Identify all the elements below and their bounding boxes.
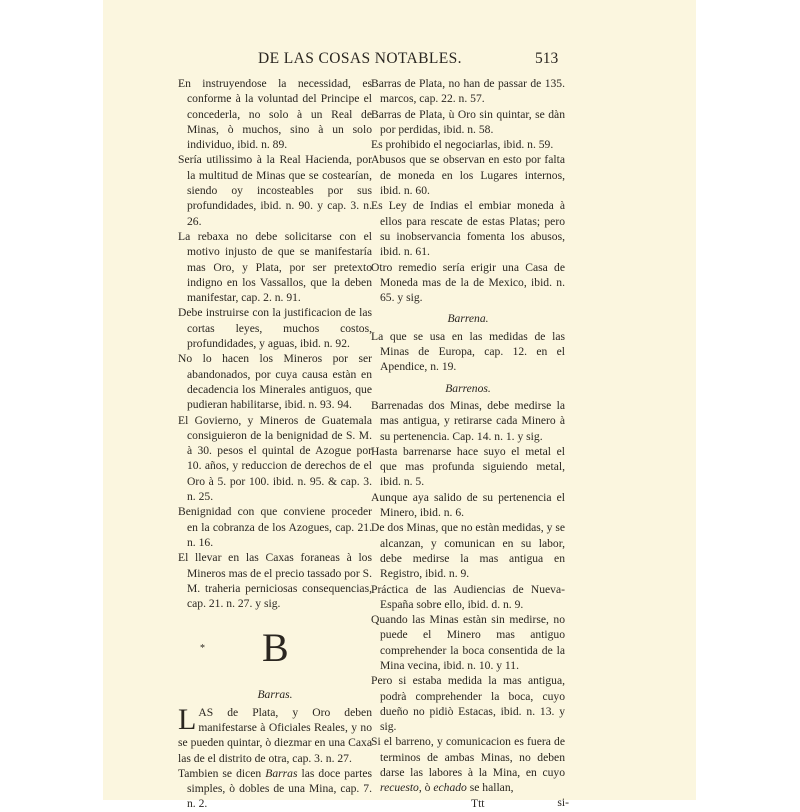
entry-text: , ò (418, 781, 434, 795)
drop-cap: L (178, 702, 197, 736)
entry-italic: echado (433, 781, 467, 795)
running-head (103, 50, 696, 72)
signature-line (371, 796, 569, 811)
index-entry: Práctica de las Audiencias de Nueva-España sobre ello, ibid. d. n. 9. (371, 582, 565, 611)
letter-section-divider (178, 615, 372, 681)
index-entry: No lo hacen los Mineros por ser abandonados, por cuya causa estàn en decadencia los Minerales antiguos, que pudieran habilitarse, ibid. n. 93. 94. (178, 352, 372, 412)
index-entry: Quando las Minas estàn sin medirse, no puede el Minero mas antiguo comprehender la boca consentida de la Mina vecina, ibid. n. 10. y 11. (371, 613, 565, 672)
signature-mark: Ttt (471, 796, 485, 810)
index-entry: La rebaxa no debe solicitarse con el motivo injusto de que se manifestaría mas Oro, y Plata, por ser pretexto indigno en los Vassallos, que la deben manifestar, cap. 2. n. 91. (178, 229, 372, 305)
index-entry (178, 702, 372, 766)
index-entry: Benignidad con que conviene proceder en la cobranza de los Azogues, cap. 21. n. 16. (178, 505, 372, 549)
index-entry: El llevar en las Caxas foraneas à los Mineros mas de el precio tassado por S. M. traheria perniciosas consequencias, cap. 21. n. 27. y sig. (178, 551, 372, 611)
right-column (371, 76, 569, 811)
index-entry: Sería utilissimo à la Real Hacienda, por la multitud de Minas que se costearían, siendo oy incosteables por sus profundidades, ibid. n. 90. y cap. 3. n. 26. (178, 153, 372, 228)
index-entry: Debe instruirse con la justificacion de las cortas leyes, muchos costos, profundidades, y aguas, ibid. n. 92. (178, 306, 372, 351)
index-entry: Barrenadas dos Minas, debe medirse la mas antigua, y retirarse cada Minero à su pertenencia. Cap. 14. n. 1. y sig. (371, 398, 565, 443)
index-entry: De dos Minas, que no estàn medidas, y se alcanzan, y comunican en su labor, debe medirse la mas antigua en Registro, ibid. n. 9. (371, 521, 565, 581)
index-entry: Barras de Plata, ù Oro sin quintar, se dàn por perdidas, ibid. n. 58. (371, 107, 565, 136)
index-entry (371, 734, 565, 795)
index-entry: Otro remedio sería erigir una Casa de Moneda mas de la de Mexico, ibid. n. 65. y sig. (371, 260, 565, 305)
entry-italic: recuesto (380, 781, 419, 795)
book-page (103, 0, 696, 811)
index-entry: Aunque aya salido de su pertenencia el Minero, ibid. n. 6. (371, 490, 565, 520)
catchword: si- (557, 796, 569, 810)
left-column (178, 76, 372, 812)
entry-text: las doce partes simples, ò dobles de una Mina, cap. 7. n. 2. (187, 766, 372, 811)
index-entry: El Govierno, y Mineros de Guatemala consiguieron de la benignidad de S. M. à 30. pesos el quintal de Azogue por 10. años, y reduccion de derechos de el Oro à 5. por 100. ibid. n. 95. & cap. 3. n. 25. (178, 413, 372, 504)
index-entry: Barras de Plata, no han de passar de 135. marcos, cap. 22. n. 57. (371, 77, 565, 106)
index-entry: Pero si estaba medida la mas antigua, podrà comprehender la boca, cuyo dueño no pidiò Estacas, ibid. n. 13. y sig. (371, 674, 565, 734)
entry-text: se hallan, (466, 781, 514, 795)
index-entry: La que se usa en las medidas de las Minas de Europa, cap. 12. en el Apendice, n. 19. (371, 329, 565, 374)
entry-text: Tambien se dicen (178, 766, 266, 780)
section-letter: B (262, 625, 289, 671)
index-entry: Abusos que se observan en esto por falta de moneda en los Lugares internos, ibid. n. 60. (371, 153, 565, 198)
index-entry: Es prohibido el negociarlas, ibid. n. 59. (371, 138, 554, 152)
star-mark: * (200, 643, 205, 655)
index-entry (178, 766, 372, 812)
running-title: DE LAS COSAS NOTABLES. (258, 50, 462, 67)
section-heading-barrena: Barrena. (447, 312, 489, 326)
entry-italic: Barras (265, 766, 298, 780)
section-heading-barrenos: Barrenos. (445, 381, 491, 395)
index-entry: Hasta barrenarse hace suyo el metal el que mas profunda siguiendo metal, ibid. n. 5. (371, 444, 565, 489)
page-number: 513 (535, 50, 559, 67)
entry-text: Si el barreno, y comunicacion es fuera de terminos de ambas Minas, no deben darse las labores à la Mina, en cuyo (371, 735, 565, 780)
section-heading-barras: Barras. (257, 688, 293, 702)
index-entry: Es Ley de Indias el embiar moneda à ellos para rescate de estas Platas; pero su inobservancia fomenta los abusos, ibid. n. 61. (371, 199, 565, 259)
index-entry: En instruyendose la necessidad, es conforme à la voluntad del Principe el concederla, no solo à un Real de Minas, ò muchos, sino à un solo individuo, ibid. n. 89. (178, 77, 372, 152)
entry-text: AS de Plata, y Oro deben manifestarse à Oficiales Reales, y no se pueden quintar, ò diezmar en una Caxa las de el distrito de otra, cap. 3. n. 27. (178, 705, 372, 765)
